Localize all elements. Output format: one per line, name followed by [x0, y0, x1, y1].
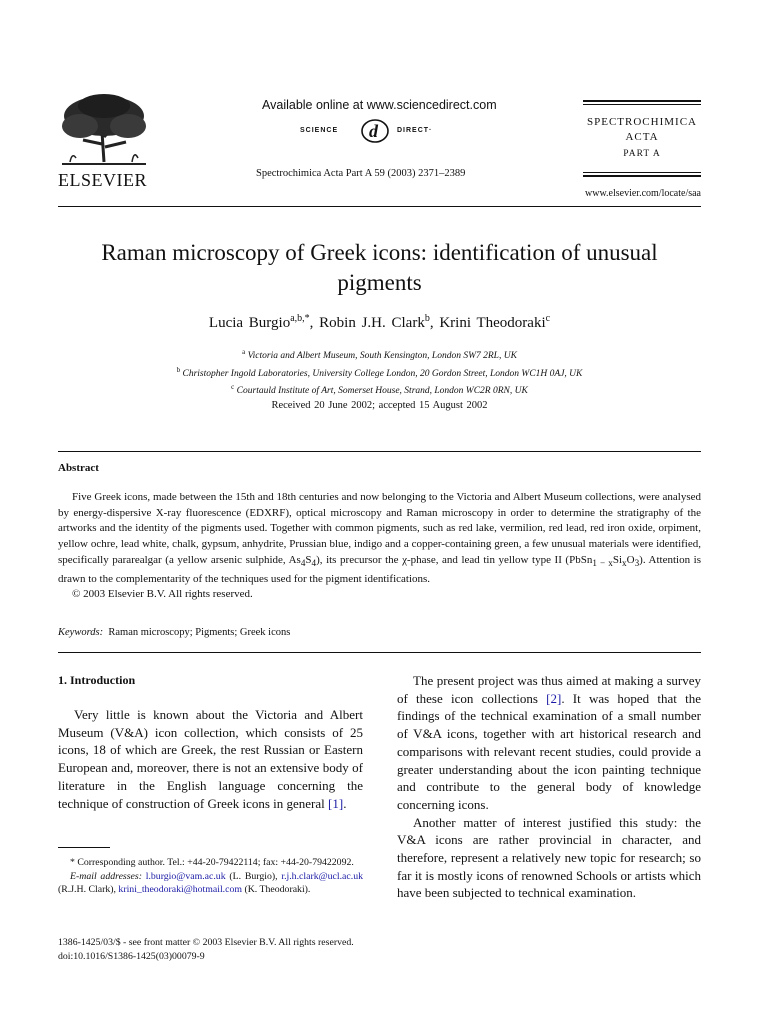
author-name: Krini Theodoraki: [439, 315, 546, 331]
journal-name-line2: ACTA: [625, 131, 659, 143]
page-footer: [58, 936, 701, 964]
body-paragraph: Another matter of interest justified this study: the V&A icons are rather provincial in character, and therefore, represent a relatively new topic for research; so far it is mostly icons of renowned Schools or artists which have been subjected to technical examination.: [397, 814, 701, 901]
keywords-line: [58, 627, 701, 638]
email-note: E-mail addresses: l.burgio@vam.ac.uk (L. Burgio), r.j.h.clark@ucl.ac.uk (R.J.H. Clark), krini_theodoraki@hotmail.com (K. Theodoraki).: [58, 870, 363, 895]
right-column: [397, 672, 701, 902]
affiliations: [58, 346, 701, 399]
doi-line[interactable]: doi:10.1016/S1386-1425(03)00079-9: [58, 951, 205, 962]
abstract-bottom-divider: [58, 652, 701, 653]
journal-url[interactable]: www.elsevier.com/locate/saa: [585, 188, 701, 199]
author-name: Robin J.H. Clark: [319, 315, 425, 331]
left-column: [58, 706, 363, 812]
author-affil-mark[interactable]: c: [545, 313, 551, 324]
author-affil-mark[interactable]: b: [424, 313, 430, 324]
sciencedirect-right: DIRECT·: [397, 127, 433, 134]
keywords-text: Raman microscopy; Pigments; Greek icons: [108, 627, 291, 638]
reference-link[interactable]: [2]: [546, 690, 562, 706]
header-divider: [58, 206, 701, 207]
body-paragraph: Very little is known about the Victoria and Albert Museum (V&A) icon collection, which consists of 25 icons, 18 of which are Greek, the rest Russian or Eastern European and, moreover, there is not an extensive body of literature in the English language concerning the technique of construction of Greek icons in general [1].: [58, 707, 363, 811]
publisher-name: ELSEVIER: [58, 170, 147, 190]
body-paragraph: The present project was thus aimed at making a survey of these icon collections [2]. It was hoped that the findings of the technical examination of a small number of V&A icons, together with art historical research and comparisons with relevant recent studies, could provide a greater understanding about the icon painting technique and contribute to the general body of knowledge concerning icons.: [397, 673, 701, 812]
abstract-copyright: © 2003 Elsevier B.V. All rights reserved.: [72, 588, 253, 601]
affiliation-line: $^a$ Victoria and Albert Museum, South Kensington, London SW7 2RL, UK: [242, 348, 517, 362]
author-affil-mark[interactable]: a,b,*: [290, 313, 310, 324]
footnote-rule: [58, 847, 110, 848]
author-name: Lucia Burgio: [208, 315, 291, 331]
email-link[interactable]: krini_theodoraki@hotmail.com: [118, 884, 242, 895]
issn-line: 1386-1425/03/$ - see front matter © 2003 Elsevier B.V. All rights reserved.: [58, 937, 354, 948]
reference-link[interactable]: [1]: [328, 795, 344, 811]
email-link[interactable]: l.burgio@vam.ac.uk: [145, 870, 226, 882]
journal-citation: Spectrochimica Acta Part A 59 (2003) 2371–2389: [256, 168, 466, 179]
abstract-top-divider: [58, 451, 701, 452]
sciencedirect-left: SCIENCE: [300, 127, 339, 134]
email-link[interactable]: r.j.h.clark@ucl.ac.uk: [281, 870, 363, 882]
abstract-body: [58, 490, 701, 603]
sciencedirect-logo: [300, 118, 460, 146]
footnotes: [58, 856, 363, 897]
elsevier-tree-logo: [58, 92, 150, 167]
journal-part: PART A: [623, 149, 661, 159]
author-list: Lucia Burgio$^{a,b,*}$, Robin J.H. Clark$^b$, Krini Theodoraki$^c$: [208, 313, 551, 331]
corresponding-author-note: * Corresponding author. Tel.: +44-20-79422114; fax: +44-20-79422092.: [70, 857, 354, 868]
received-dates: Received 20 June 2002; accepted 15 August 2002: [271, 400, 488, 411]
affiliation-line: $^c$ Courtauld Institute of Art, Somerset House, Strand, London WC2R 0RN, UK: [231, 383, 528, 397]
sciencedirect-d-icon: [360, 118, 390, 144]
keywords-label: Keywords:: [58, 627, 104, 638]
section-heading-introduction: 1. Introduction: [58, 673, 136, 687]
article-title: Raman microscopy of Greek icons: identification of unusual pigments: [101, 240, 658, 295]
svg-text:d: d: [369, 121, 379, 141]
journal-name-line1: SPECTROCHIMICA: [587, 116, 697, 128]
abstract-paragraph: Five Greek icons, made between the 15th and 18th centuries and now belonging to the Victoria and Albert Museum collections, were analysed by energy-dispersive X-ray fluorescence (EDXRF), optical microscopy and Raman microscopy in order to determine the stratigraphy of the artworks and the identity of the pigments used. Together with common pigments, such as red lake, vermilion, red lead, red iron oxide, orpiment, yellow ochre, lead white, chalk, gypsum, anhydrite, Prussian blue, indigo and a copper-containing green, a few unusual materials were identified, specifically pararealgar (a yellow arsenic sulphide, $As_4S_4$), its precursor the χ-phase, and lead tin yellow type II $(PbSn_{1 - x}Si_xO_3)$. Attention is drawn to the complementarity of the techniques used for the pigment identifications.: [58, 491, 701, 585]
affiliation-line: $^b$ Christopher Ingold Laboratories, University College London, 20 Gordon Street, London WC1H 0AJ, UK: [176, 365, 583, 379]
available-online-text: Available online at www.sciencedirect.com: [262, 98, 497, 112]
abstract-heading: Abstract: [58, 462, 99, 474]
